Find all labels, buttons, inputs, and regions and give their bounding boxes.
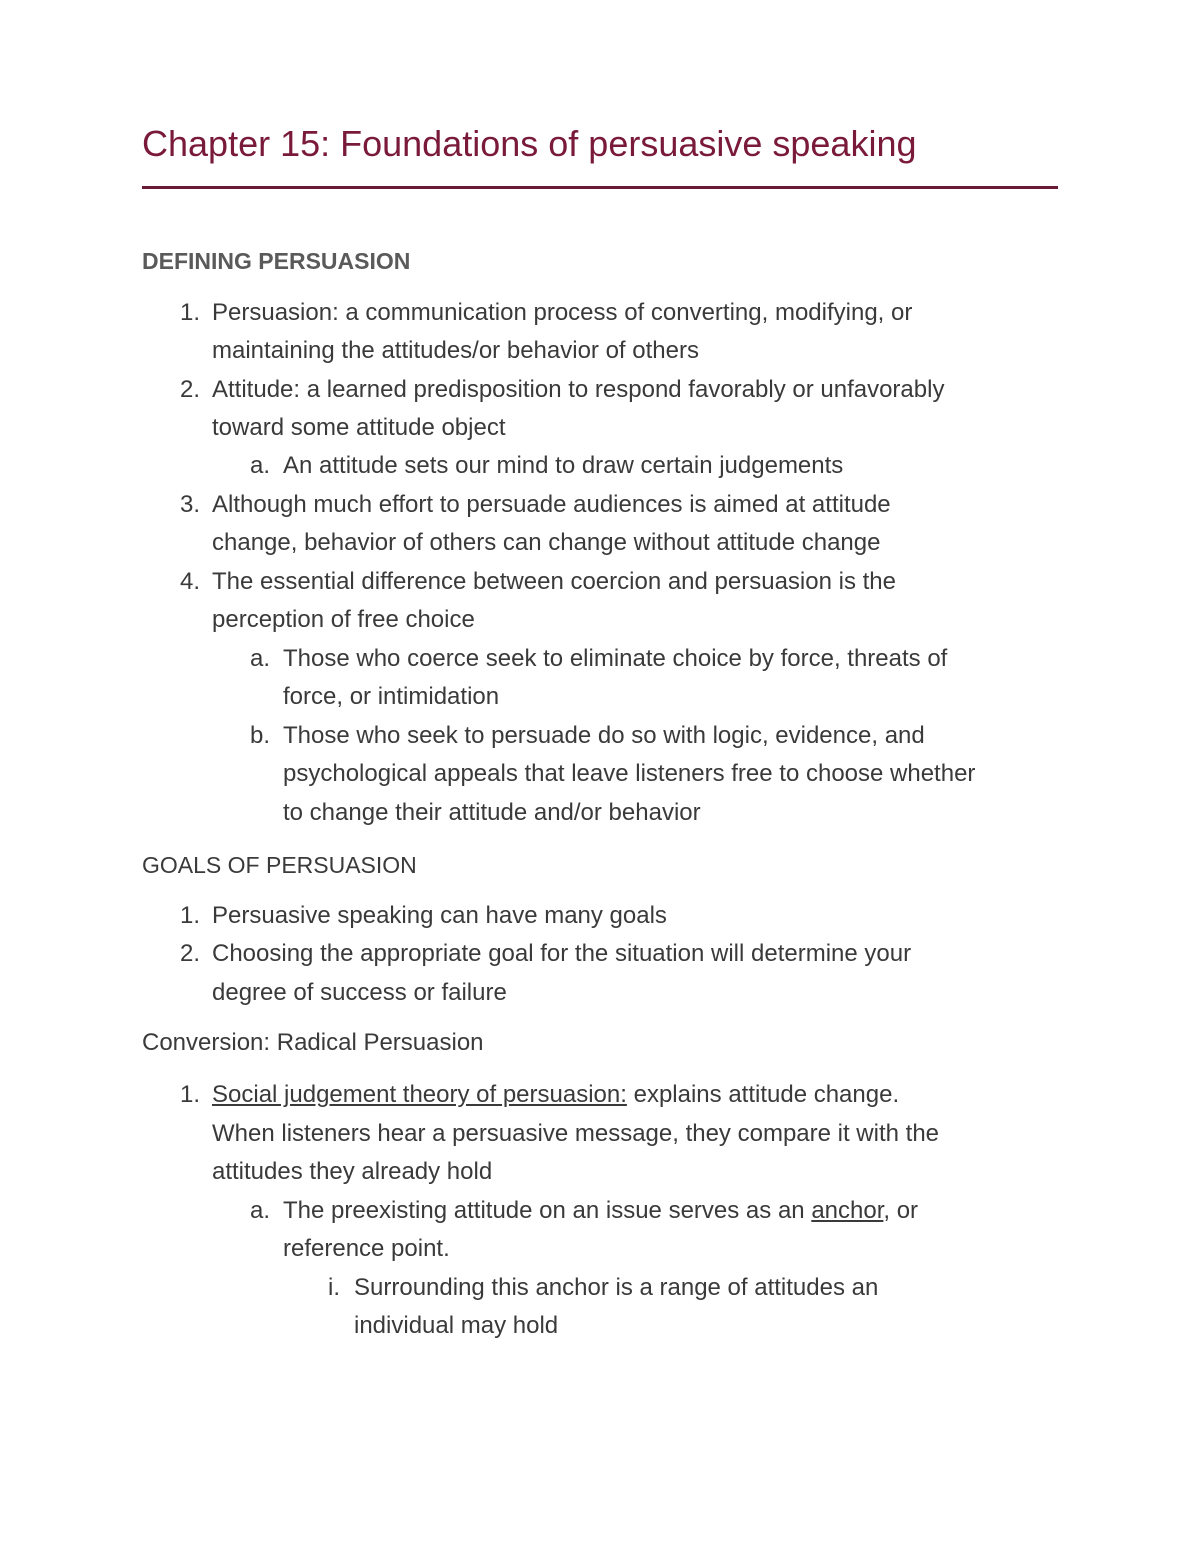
list-item-text: Choosing the appropriate goal for the situation will determine your [212, 940, 912, 967]
list-marker: 4. [179, 568, 200, 595]
subsublist-item-text: Surrounding this anchor is a range of attitudes an [354, 1274, 879, 1301]
section-heading-defining-persuasion: DEFINING PERSUASION [142, 248, 411, 274]
sublist-item-text: force, or intimidation [283, 683, 500, 710]
sublist-marker: a. [249, 1197, 270, 1224]
list-item-text: Persuasive speaking can have many goals [212, 902, 667, 929]
list-marker: 1. [179, 299, 200, 326]
underlined-term: anchor [811, 1197, 884, 1224]
sublist-item-text: Those who seek to persuade do so with logic, evidence, and [283, 722, 925, 749]
list-item-text: degree of success or failure [212, 979, 507, 1006]
list-item-text: Although much effort to persuade audiences is aimed at attitude [212, 491, 891, 518]
list-item-text: Persuasion: a communication process of converting, modifying, or [212, 299, 913, 326]
sublist-item-text: reference point. [283, 1235, 450, 1262]
list-marker: 2. [179, 376, 200, 403]
list-item-text: change, behavior of others can change without attitude change [212, 529, 881, 556]
list-marker: 3. [179, 491, 200, 518]
list-item-text: The essential difference between coercion and persuasion is the [212, 568, 896, 595]
sublist-marker: b. [249, 722, 270, 749]
sublist-item-text: to change their attitude and/or behavior [283, 799, 701, 826]
sublist-item-text: Those who coerce seek to eliminate choice by force, threats of [283, 645, 948, 672]
inline-text: The preexisting attitude on an issue serves as an [283, 1197, 812, 1224]
page-title: Chapter 15: Foundations of persuasive speaking [142, 123, 917, 164]
sublist-item-text: psychological appeals that leave listeners free to choose whether [283, 760, 976, 787]
subsublist-item-text: individual may hold [354, 1312, 559, 1339]
list-marker: 2. [179, 940, 200, 967]
inline-text: explains attitude change. [626, 1081, 900, 1108]
sublist-item-text [283, 1195, 918, 1227]
list-item-text: When listeners hear a persuasive message, they compare it with the [212, 1120, 940, 1147]
sublist-marker: a. [249, 452, 270, 479]
list-item-text: toward some attitude object [212, 414, 506, 441]
subsublist-marker: i. [328, 1274, 340, 1301]
list-item-text: maintaining the attitudes/or behavior of others [212, 337, 699, 364]
list-marker: 1. [179, 902, 200, 929]
underlined-term: Social judgement theory of persuasion: [212, 1081, 627, 1108]
inline-text: , or [883, 1197, 919, 1224]
section-heading-conversion: Conversion: Radical Persuasion [142, 1029, 484, 1056]
list-item-text [212, 1079, 899, 1111]
list-item-text: perception of free choice [212, 606, 475, 633]
title-underline-rule [142, 186, 1058, 189]
sublist-item-text: An attitude sets our mind to draw certain judgements [283, 452, 844, 479]
list-item-text: attitudes they already hold [212, 1158, 493, 1185]
list-item-text: Attitude: a learned predisposition to respond favorably or unfavorably [212, 376, 945, 403]
sublist-marker: a. [249, 645, 270, 672]
list-marker: 1. [179, 1081, 200, 1108]
section-heading-goals-of-persuasion: GOALS OF PERSUASION [142, 852, 417, 878]
